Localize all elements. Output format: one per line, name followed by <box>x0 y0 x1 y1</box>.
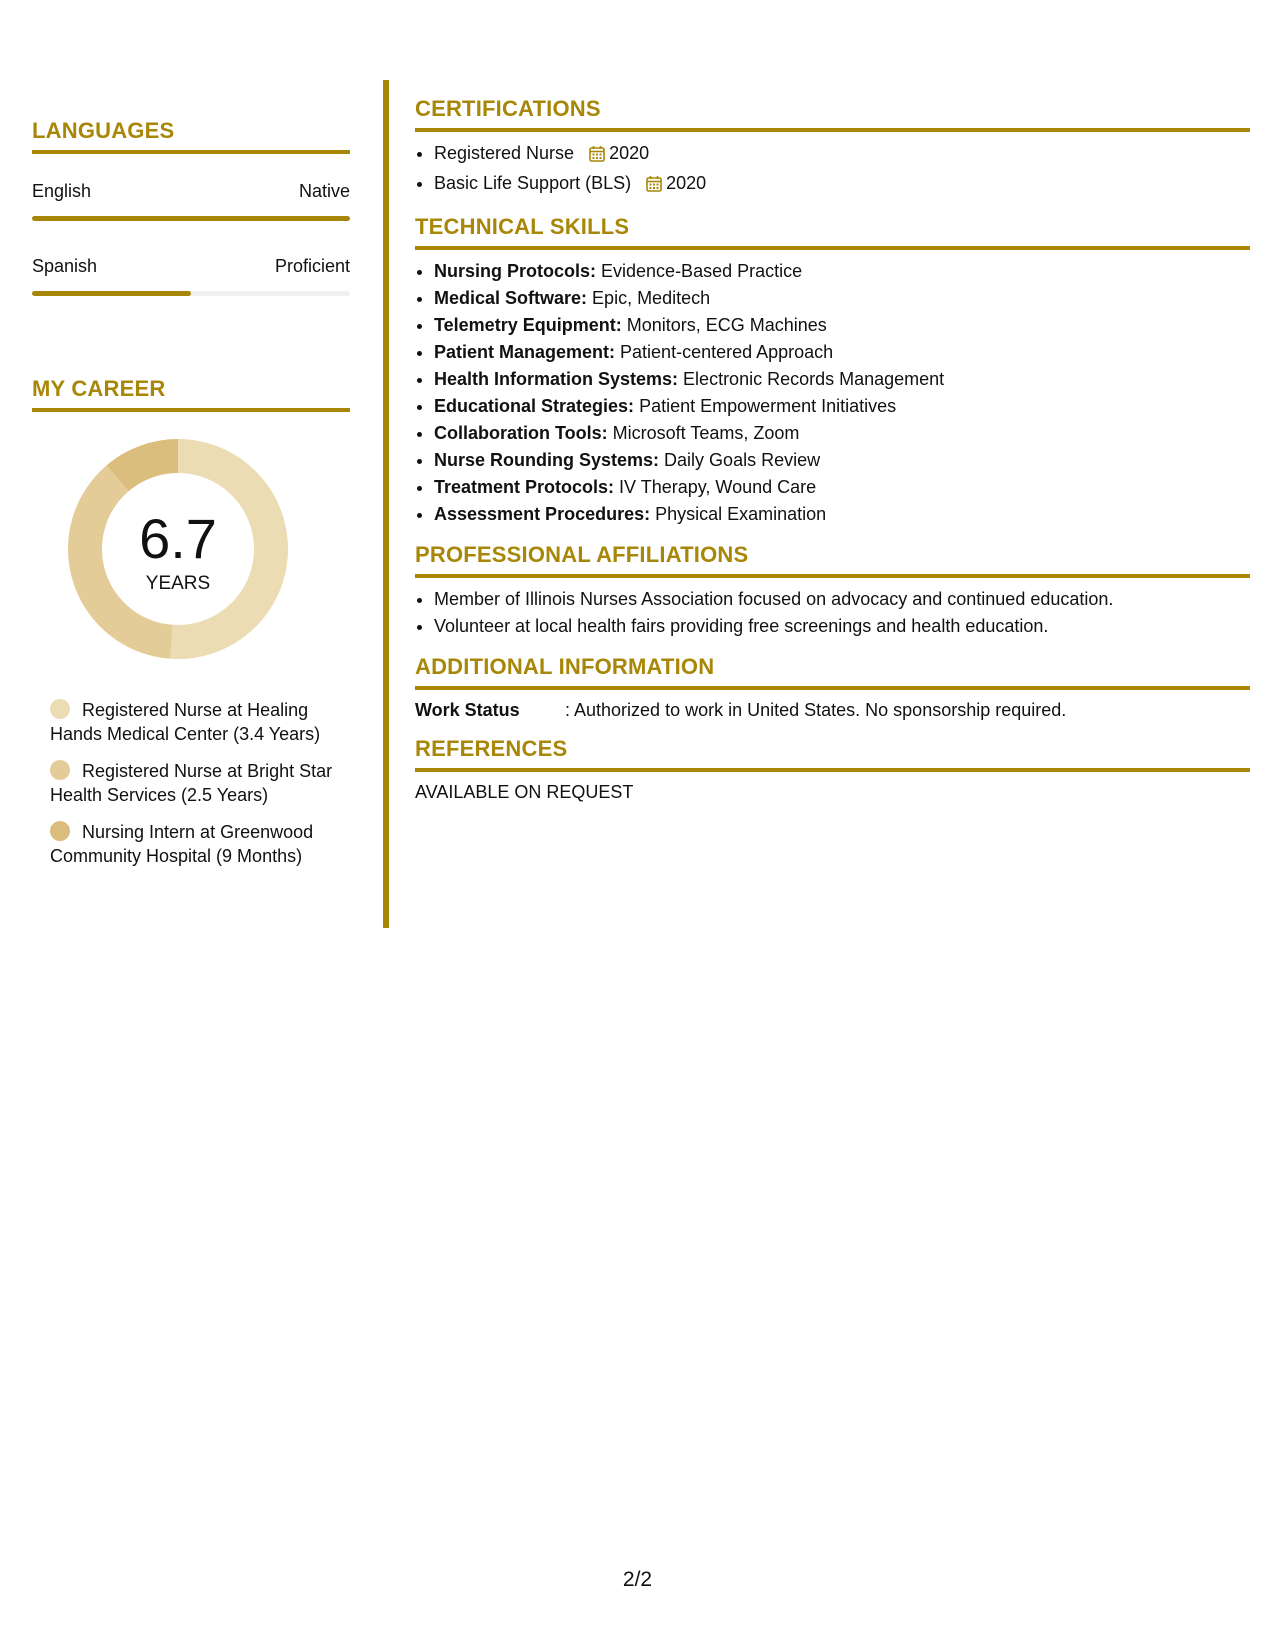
skill-item <box>434 501 1250 528</box>
certifications-rule <box>415 128 1250 132</box>
additional-rule <box>415 686 1250 690</box>
language-level: Proficient <box>274 256 350 276</box>
skill-value: Epic, Meditech <box>587 288 711 308</box>
skill-label: Telemetry Equipment: <box>434 315 622 335</box>
legend-dot <box>50 699 70 719</box>
additional-title: ADDITIONAL INFORMATION <box>415 654 715 679</box>
skill-value: Daily Goals Review <box>659 450 821 470</box>
affiliations-rule <box>415 574 1250 578</box>
references-section <box>415 736 1250 804</box>
certification-name: Registered Nurse <box>434 143 575 163</box>
certifications-title: CERTIFICATIONS <box>415 96 601 121</box>
career-donut-chart <box>66 437 290 661</box>
skill-value: Physical Examination <box>650 504 827 524</box>
left-column <box>32 118 350 412</box>
affiliations-list <box>415 586 1250 640</box>
skill-item <box>434 447 1250 474</box>
language-bar <box>32 216 350 221</box>
calendar-icon <box>646 173 662 200</box>
skill-label: Treatment Protocols: <box>434 477 615 497</box>
skills-rule <box>415 246 1250 250</box>
work-status-label: Work Status <box>415 700 520 720</box>
legend-item <box>50 820 340 868</box>
references-rule <box>415 768 1250 772</box>
skill-item <box>434 258 1250 285</box>
skill-label: Medical Software: <box>434 288 588 308</box>
skill-label: Nurse Rounding Systems: <box>434 450 660 470</box>
skill-label: Nursing Protocols: <box>434 261 597 281</box>
certification-item <box>434 170 1250 200</box>
language-english <box>32 180 350 221</box>
skill-item <box>434 420 1250 447</box>
career-unit: YEARS <box>145 573 211 594</box>
skill-value: Electronic Records Management <box>678 369 945 389</box>
skill-value: Monitors, ECG Machines <box>621 315 827 335</box>
references-title: REFERENCES <box>415 736 568 761</box>
affiliation-item: • Member of Illinois Nurses Association focused on advocacy and continued education. <box>434 586 1250 613</box>
languages-title: LANGUAGES <box>32 118 175 143</box>
legend-item <box>50 759 340 807</box>
career-rule <box>32 408 350 412</box>
legend-dot <box>50 821 70 841</box>
affiliations-section <box>415 542 1250 640</box>
skill-item <box>434 474 1250 501</box>
language-bar-fill <box>32 216 350 221</box>
career-total: 6.7 <box>139 507 217 570</box>
career-legend <box>50 698 340 881</box>
page-number: 2/2 <box>622 1568 653 1591</box>
certification-year: 2020 <box>609 143 650 163</box>
affiliations-title: PROFESSIONAL AFFILIATIONS <box>415 542 749 567</box>
skill-item <box>434 312 1250 339</box>
language-level: Native <box>298 181 350 201</box>
work-status-value: : Authorized to work in United States. No sponsorship required. <box>565 700 1067 720</box>
skill-item <box>434 285 1250 312</box>
skill-label: Health Information Systems: <box>434 369 679 389</box>
right-column <box>415 96 1250 818</box>
career-title: MY CAREER <box>32 376 166 401</box>
certification-item <box>434 140 1250 170</box>
legend-label: Registered Nurse at Healing Hands Medical Center (3.4 Years) <box>50 700 321 744</box>
skill-label: Educational Strategies: <box>434 396 635 416</box>
additional-section <box>415 654 1250 722</box>
legend-item <box>50 698 340 746</box>
skill-value: Patient-centered Approach <box>615 342 834 362</box>
skills-list <box>415 258 1250 528</box>
legend-label: Registered Nurse at Bright Star Health Services (2.5 Years) <box>50 761 333 805</box>
skill-value: Patient Empowerment Initiatives <box>634 396 897 416</box>
language-name: Spanish <box>32 256 98 276</box>
skill-item <box>434 393 1250 420</box>
skill-value: Evidence-Based Practice <box>596 261 803 281</box>
skills-title: TECHNICAL SKILLS <box>415 214 630 239</box>
certification-name: Basic Life Support (BLS) <box>434 173 632 193</box>
skill-item <box>434 339 1250 366</box>
calendar-icon <box>589 143 605 170</box>
certifications-section <box>415 96 1250 200</box>
skill-value: IV Therapy, Wound Care <box>614 477 817 497</box>
affiliation-item: • Volunteer at local health fairs providing free screenings and health education. <box>434 613 1250 640</box>
legend-dot <box>50 760 70 780</box>
language-bar-fill <box>32 291 191 296</box>
references-text: AVAILABLE ON REQUEST <box>415 782 634 802</box>
certifications-list <box>415 140 1250 200</box>
skill-value: Microsoft Teams, Zoom <box>607 423 800 443</box>
skills-section <box>415 214 1250 528</box>
certification-year: 2020 <box>666 173 707 193</box>
skill-label: Patient Management: <box>434 342 616 362</box>
language-bar <box>32 291 350 296</box>
skill-item <box>434 366 1250 393</box>
skill-label: Assessment Procedures: <box>434 504 651 524</box>
legend-label: Nursing Intern at Greenwood Community Hospital (9 Months) <box>50 822 314 866</box>
languages-rule <box>32 150 350 154</box>
language-name: English <box>32 181 92 201</box>
column-divider <box>383 80 389 928</box>
skill-label: Collaboration Tools: <box>434 423 608 443</box>
language-spanish <box>32 255 350 296</box>
